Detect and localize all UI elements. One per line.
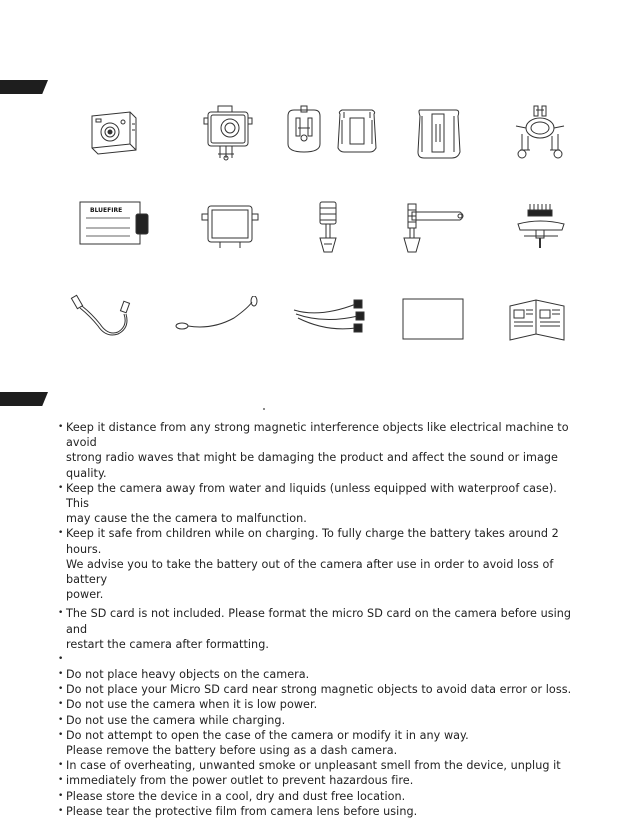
note-item [58, 526, 578, 602]
note-line: Please remove the battery before using as a dash camera. [66, 744, 398, 758]
user-manual-icon [506, 296, 568, 344]
note-item [58, 606, 578, 652]
short-connector-icon [296, 200, 362, 262]
note-line: We advise you to take the battery out of the camera after use in order to avoid loss of battery [66, 557, 554, 587]
note-line: strong radio waves that might be damaging the product and affect the sound or image quality. [66, 451, 558, 480]
lens-cloth-icon [402, 298, 464, 340]
note-line: • Do not use the camera when it is low power. [66, 698, 318, 712]
note-item [58, 758, 578, 773]
note-item [58, 697, 578, 712]
note-line: • In case of overheating, unwanted smoke or unpleasant smell from the device, unplug it [66, 759, 561, 773]
note-line: • Please tear the protective film from camera lens before using. [66, 804, 418, 818]
battery-brand-text: BLUEFIRE [90, 207, 123, 214]
note-item [58, 713, 578, 728]
helmet-mount-icon [408, 104, 474, 166]
bandages-icon [290, 296, 370, 340]
note-line: • Keep the camera away from water and liquids (unless equipped with waterproof case). This [66, 481, 557, 511]
note-line: • The SD card is not included. Please format the micro SD card on the camera before using and [66, 607, 572, 636]
note-line: power. [66, 588, 104, 602]
note-item [58, 773, 578, 788]
mount-adapters-icon [284, 104, 384, 166]
long-connector-icon [394, 200, 474, 262]
note-item [58, 789, 578, 804]
note-item-empty [58, 652, 578, 667]
action-camera-icon [80, 104, 146, 166]
note-item [58, 682, 578, 697]
note-item [58, 667, 578, 682]
handlebar-mount-icon [508, 104, 574, 166]
note-line: • Keep it distance from any strong magnetic interference objects like electrical machine to avoid [66, 421, 569, 450]
back-door-icon [198, 198, 264, 260]
note-item [58, 804, 578, 819]
note-line: • Keep it safe from children while on charging. To fully charge the battery takes around 2 hours. [66, 527, 559, 556]
waterproof-case-icon [196, 104, 262, 166]
usb-cable-icon [70, 290, 146, 348]
note-line: • immediately from the power outlet to prevent hazardous fire. [66, 774, 414, 788]
stray-dot [263, 408, 265, 410]
section-tab-package-contents [0, 80, 48, 94]
note-line: restart the camera after formatting. [66, 637, 269, 651]
section-tab-precautions [0, 392, 48, 406]
precautions-list [58, 420, 578, 819]
note-line: • Do not place heavy objects on the camera. [66, 668, 310, 682]
note-item [58, 728, 578, 758]
note-line: • Do not attempt to open the case of the camera or modify it in any way. [66, 728, 469, 742]
note-line: • Do not place your Micro SD card near strong magnetic objects to avoid data error or loss. [66, 683, 572, 697]
tripod-adapter-icon [508, 200, 574, 262]
note-line: may cause the the camera to malfunction. [66, 512, 307, 526]
tether-icon [172, 296, 262, 336]
battery-icon [78, 200, 150, 246]
note-item [58, 420, 578, 481]
note-line: • Please store the device in a cool, dry and dust free location. [66, 789, 406, 803]
note-item [58, 481, 578, 527]
note-line: • Do not use the camera while charging. [66, 713, 286, 727]
